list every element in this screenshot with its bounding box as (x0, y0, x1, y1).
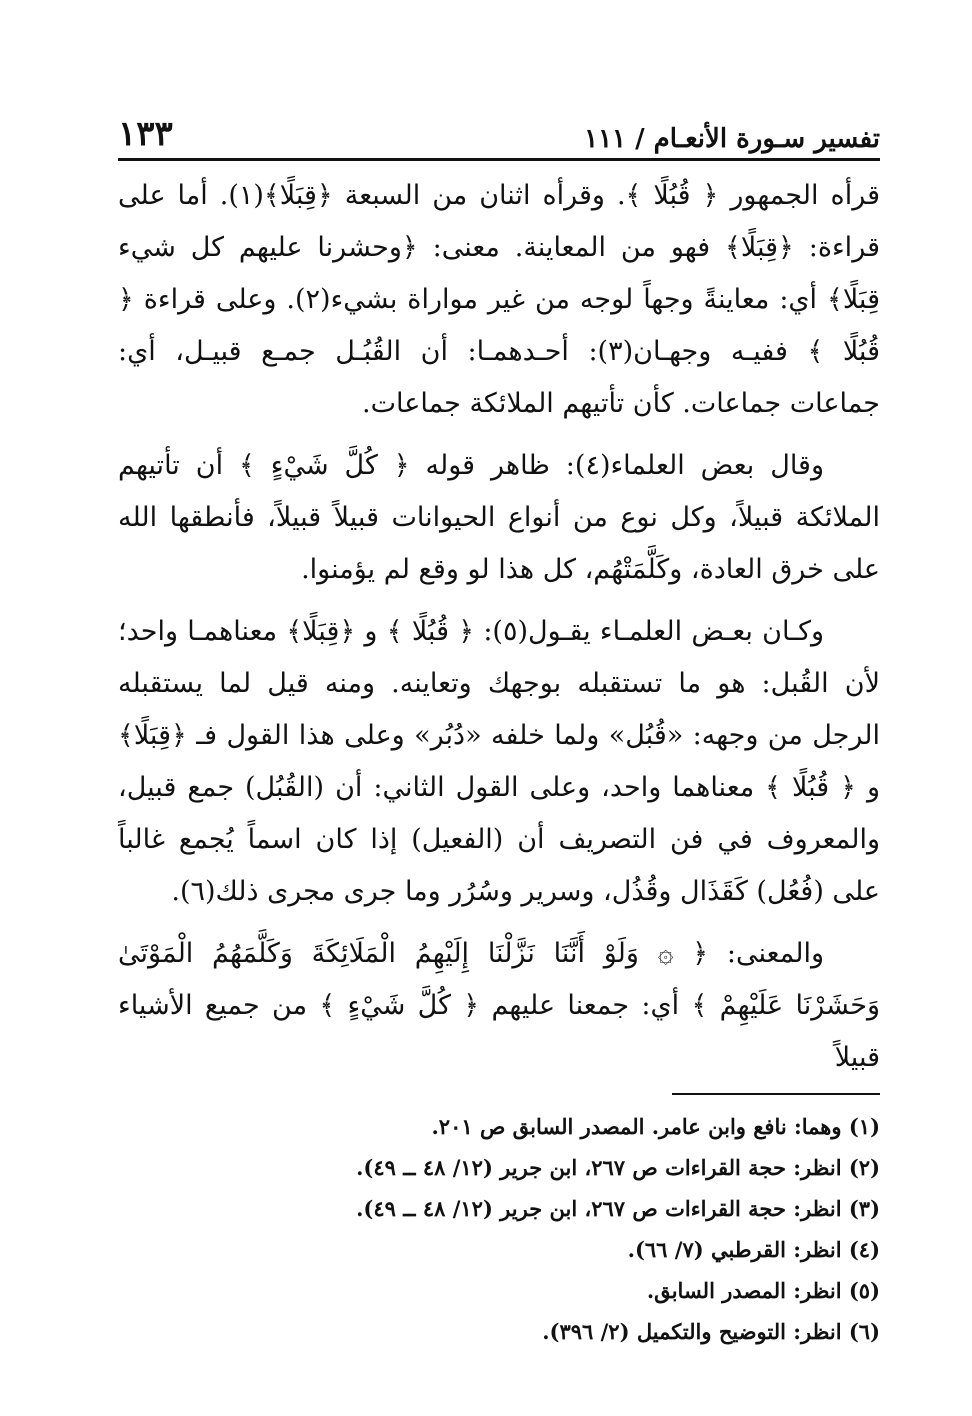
footnote: (١) وهما: نافع وابن عامر. المصدر السابق ص ٢٠١. (431, 1114, 880, 1139)
footnote: (٦) انظر: التوضيح والتكميل (٢/ ٣٩٦). (542, 1319, 880, 1344)
paragraph: وكـان بعـض العلمـاء يقـول(٥): ﴿ قُبُلًا ﴾ و ﴿قِبَلًا﴾ معناهمـا واحد؛ لأن القُبل: هو ما تستقبله بوجهك وتعاينه. ومنه قيل لما يستقبله الرجل من وجهه: «قُبُل» ولما خلفه «دُبُر» وعلى هذا القول فـ ﴿قِبَلًا﴾ و ﴿ قُبُلًا ﴾ معناهما واحد، وعلى القول الثاني: أن (القُبُل) جمع قبيل، والمعروف في فن التصريف أن (الفعيل) إذا كان اسماً يُجمع غالباً على (فُعُل) كَقَذَال وقُذُل، وسرير وسُرُر وما جرى مجرى ذلك(٦). (118, 616, 880, 907)
header-rule (118, 158, 880, 161)
paragraph: وقال بعض العلماء(٤): ظاهر قوله ﴿ كُلَّ شَيْءٍ ﴾ أن تأتيهم الملائكة قبيلاً، وكل نوع من أنواع الحيوانات قبيلاً قبيلاً، فأنطقها الله على خرق العادة، وكَلَّمَتْهُم، كل هذا لو وقع لم يؤمنوا. (118, 450, 880, 585)
footnote-rule (672, 1093, 880, 1095)
footnote: (٥) انظر: المصدر السابق. (646, 1278, 880, 1303)
page-number: ١٣٣ (118, 114, 173, 154)
footnote: (٤) انظر: القرطبي (٧/ ٦٦). (627, 1237, 880, 1262)
footnote: (٣) انظر: حجة القراءات ص ٢٦٧، ابن جرير (١٢/ ٤٨ ــ ٤٩). (356, 1196, 880, 1221)
paragraph: والمعنى: ﴿ ۞ وَلَوْ أَنَّنَا نَزَّلْنَا إِلَيْهِمُ الْمَلَائِكَةَ وَكَلَّمَهُمُ الْمَوْتَىٰ وَحَشَرْنَا عَلَيْهِمْ ﴾ أي: جمعنا عليهم ﴿ كُلَّ شَيْءٍ ﴾ من جميع الأشياء قبيلاً (118, 938, 880, 1073)
footnotes (118, 1106, 880, 1352)
page-header (118, 108, 880, 154)
running-title: تفسير سـورة الأنعـام / ١١١ (584, 124, 880, 154)
paragraph: قرأه الجمهور ﴿ قُبُلًا ﴾. وقرأه اثنان من السبعة ﴿قِبَلًا﴾(١). أما على قراءة: ﴿قِبَلًا﴾ فهو من المعاينة. معنى: ﴿وحشرنا عليهم كل شيء قِبَلًا﴾ أي: معاينةً وجهاً لوجه من غير مواراة بشيء(٢). وعلى قراءة ﴿ قُبُلًا ﴾ ففيـه وجهـان(٣): أحـدهمـا: أن القُبُـل جمـع قبيـل، أي: جماعات جماعات. كأن تأتيهم الملائكة جماعات. (118, 180, 880, 419)
footnote: (٢) انظر: حجة القراءات ص ٢٦٧، ابن جرير (١٢/ ٤٨ ــ ٤٩). (356, 1155, 880, 1180)
body-text (118, 170, 880, 1094)
